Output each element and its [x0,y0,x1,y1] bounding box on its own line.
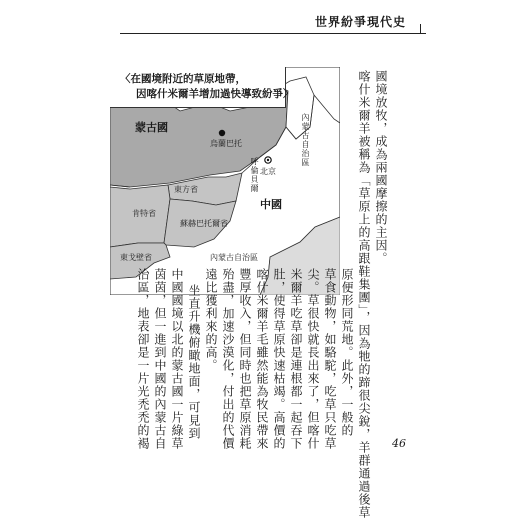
page-number: 46 [392,437,406,450]
text-column: 中國國境以北的蒙古國一片綠草 [170,268,184,450]
text-column: 肚，使得草原快速枯竭。高價的 [272,268,286,450]
text-column: 國境放牧，成為兩國摩擦的主因。 [374,70,388,265]
header-rule-tick [420,24,421,33]
header-rule [120,33,426,34]
map-title-line2: 因喀什米爾羊增加過快導致紛爭〉 [136,88,294,100]
text-column: 坐直升機俯瞰地面，可見到 [187,284,201,440]
text-column: 尖。草很快就長出來了，但喀什 [306,268,320,450]
label-china: 中國 [260,198,282,211]
label-mongolia: 蒙古國 [135,121,168,134]
text-column: 茵茵，但一進到中國的內蒙古自 [153,268,167,450]
label-khentii: 肯特省 [132,209,156,218]
text-column: 米爾羊吃草卻是連根都一起吞下 [289,268,303,450]
text-column: 豐厚收入，但同時也把草原消耗 [238,268,252,450]
text-column: 原便形同荒地。此外，一般的 [340,268,354,437]
map-title-line1: 〈在國境附近的草原地帶， [120,73,246,85]
page-header [0,0,520,36]
label-ulaanbaatar: 烏蘭巴托 [210,139,242,148]
text-column: 喀什米爾羊毛雖然能為牧民帶來 [255,268,269,450]
label-inner-mongolia-vertical: 內蒙古自治區 [301,113,310,167]
text-column: 喀什米爾羊被稱為「草原上的高跟鞋集團」，因為牠的蹄很尖銳，羊群通過後草 [357,70,371,519]
text-column: 遠比獲利來的高。 [204,268,218,372]
label-sukhbaatar: 蘇赫巴托爾省 [180,219,228,228]
running-head-title: 世界紛爭現代史 [314,15,406,29]
text-column: 治區，地表卻是一片光禿禿的褐 [136,268,150,450]
label-east-province: 東方省 [174,185,198,194]
label-hulunbuir: 呼倫貝爾 [250,157,259,193]
text-column: 殆盡，加速沙漠化，付出的代價 [221,268,235,450]
label-inner-mongolia: 內蒙古自治區 [210,253,258,262]
label-beijing: 北京 [260,167,276,176]
label-dornogovi: 東戈壁省 [120,253,152,262]
text-column: 草食動物，如駱駝，吃草只吃草 [323,268,337,450]
